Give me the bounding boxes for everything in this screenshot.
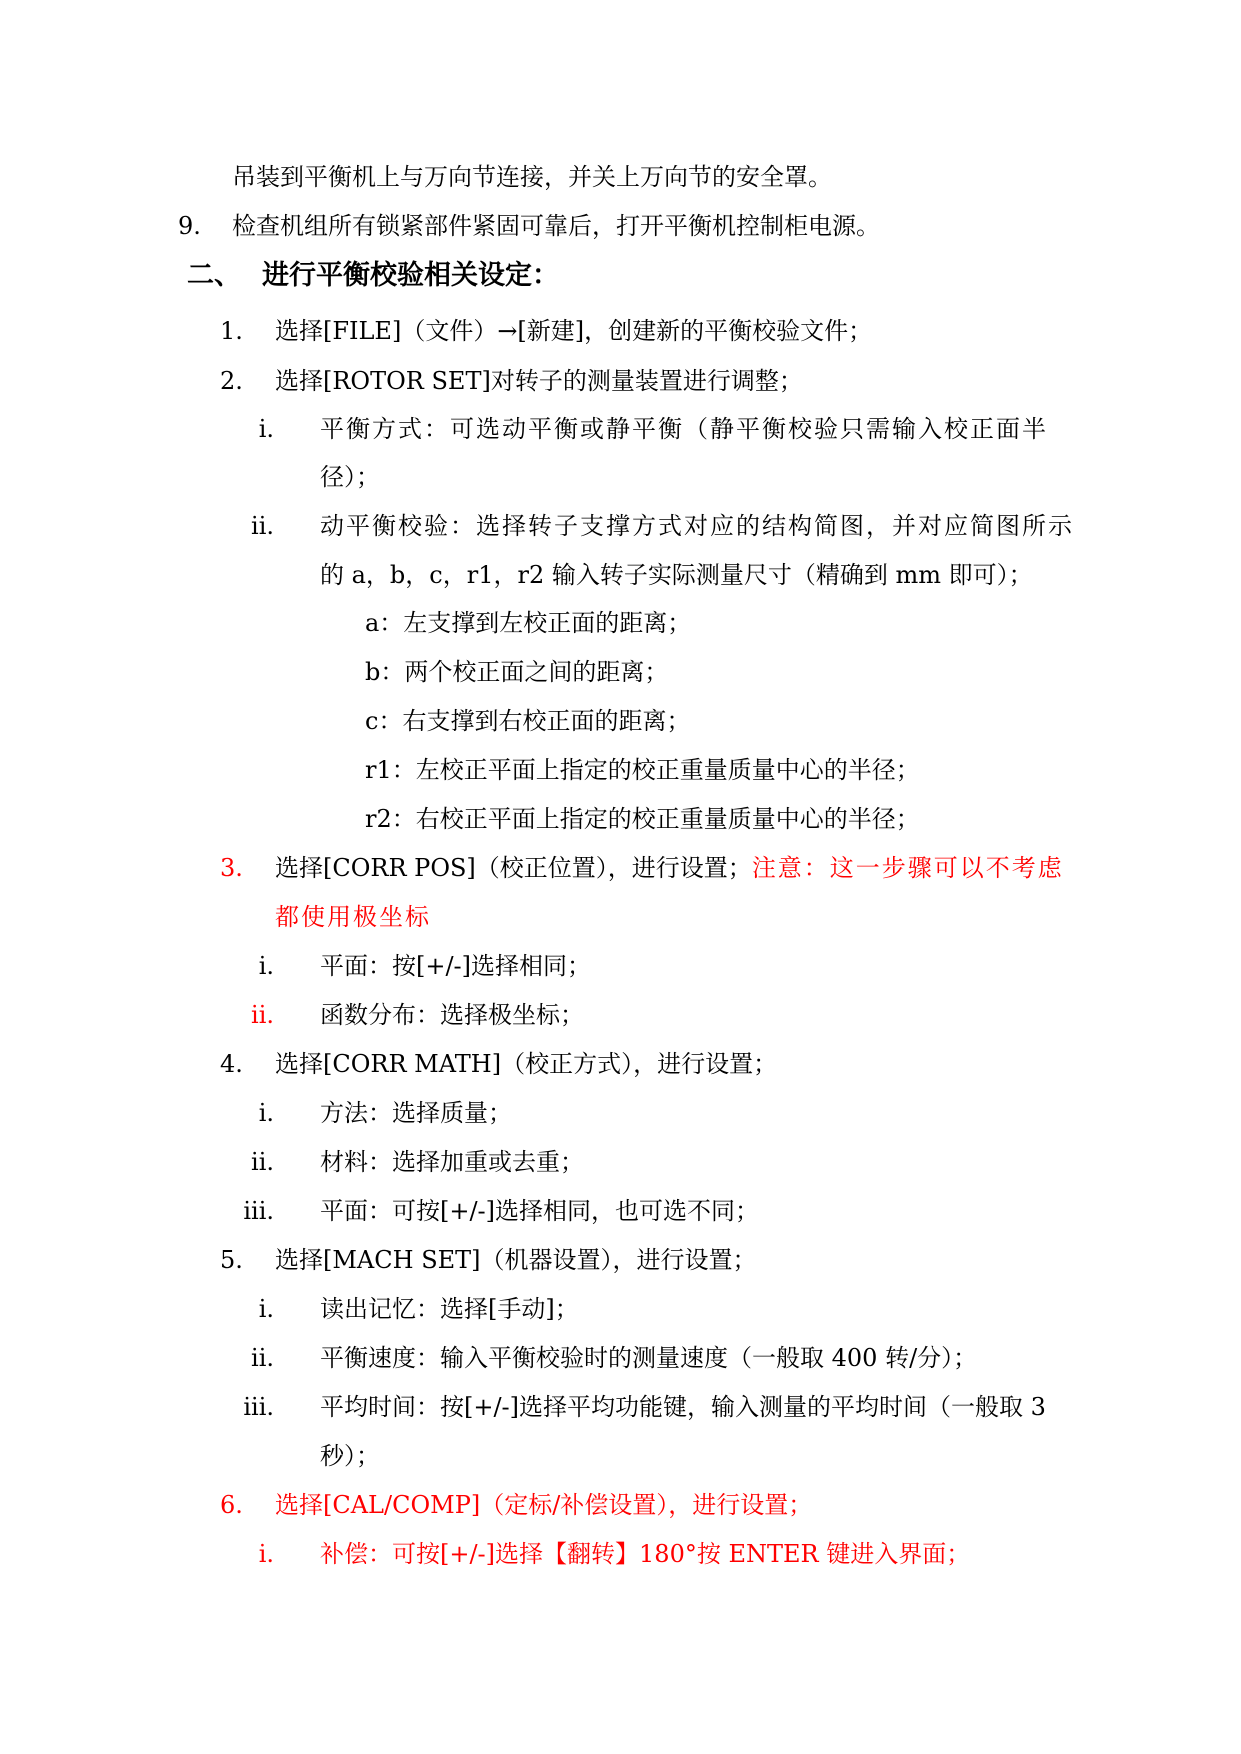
- step-2-sub-i-text-cont: 径）；: [320, 463, 380, 491]
- step-4-sub-iii-number: iii.: [243, 1197, 274, 1225]
- step-2-sub-ii-text-cont: 的 a，b，c，r1，r2 输入转子实际测量尺寸（精确到 mm 即可）；: [320, 561, 1033, 589]
- param-c: c：右支撑到右校正面的距离；: [365, 707, 691, 735]
- step-1-text: 选择[FILE]（文件）→[新建]，创建新的平衡校验文件；: [275, 317, 873, 345]
- step-4-sub-ii-number: ii.: [251, 1148, 274, 1176]
- step-4-sub-i-number: i.: [258, 1099, 274, 1127]
- step-5-sub-i-text: 读出记忆：选择[手动]；: [320, 1295, 579, 1323]
- step-5-sub-ii-text: 平衡速度：输入平衡校验时的测量速度（一般取 400 转/分）；: [320, 1344, 978, 1372]
- step-5-sub-iii-text-cont: 秒）；: [320, 1442, 380, 1470]
- param-r1: r1：左校正平面上指定的校正重量质量中心的半径；: [365, 756, 920, 784]
- param-r2: r2：右校正平面上指定的校正重量质量中心的半径；: [365, 805, 920, 833]
- step-4-sub-i-text: 方法：选择质量；: [320, 1099, 512, 1127]
- step-5-number: 5.: [220, 1246, 243, 1274]
- step-2-sub-ii-text: 动平衡校验：选择转子支撑方式对应的结构简图，并对应简图所示: [320, 512, 1074, 540]
- step-3-sub-i-text: 平面：按[+/-]选择相同；: [320, 952, 592, 980]
- step-3-number: 3.: [220, 854, 243, 882]
- step-4-sub-ii-text: 材料：选择加重或去重；: [320, 1148, 584, 1176]
- step-2-text: 选择[ROTOR SET]对转子的测量装置进行调整；: [275, 367, 803, 395]
- param-a: a：左支撑到左校正面的距离；: [365, 609, 692, 637]
- step-6-sub-i-text: 补偿：可按[+/-]选择【翻转】180°按 ENTER 键进入界面；: [320, 1540, 971, 1568]
- step-5-text: 选择[MACH SET]（机器设置），进行设置；: [275, 1246, 757, 1274]
- step-5-sub-i-number: i.: [258, 1295, 274, 1323]
- step-5-sub-iii-number: iii.: [243, 1393, 274, 1421]
- section-2-title: 进行平衡校验相关设定：: [262, 260, 559, 291]
- step-3-note-cont: 都使用极坐标: [275, 903, 431, 931]
- step-2-sub-i-number: i.: [258, 415, 274, 443]
- step-4-text: 选择[CORR MATH]（校正方式），进行设置；: [275, 1050, 778, 1078]
- item-9-number: 9.: [178, 212, 201, 240]
- step-1-number: 1.: [220, 317, 243, 345]
- step-3-note: 注意：这一步骤可以不考虑: [751, 854, 1064, 882]
- step-3-sub-ii-number: ii.: [251, 1001, 274, 1029]
- step-6-sub-i-number: i.: [258, 1540, 274, 1568]
- step-4-sub-iii-text: 平面：可按[+/-]选择相同，也可选不同；: [320, 1197, 760, 1225]
- step-2-number: 2.: [220, 367, 243, 395]
- step-2-sub-i-text: 平衡方式：可选动平衡或静平衡（静平衡校验只需输入校正面半: [320, 415, 1048, 443]
- step-3-text: [275, 853, 1064, 883]
- step-4-number: 4.: [220, 1050, 243, 1078]
- step-5-sub-ii-number: ii.: [251, 1344, 274, 1372]
- step-5-sub-iii-text: 平均时间：按[+/-]选择平均功能键，输入测量的平均时间（一般取 3: [320, 1393, 1046, 1421]
- param-b: b：两个校正面之间的距离；: [365, 658, 669, 686]
- step-2-sub-ii-number: ii.: [251, 512, 274, 540]
- step-3-main: 选择[CORR POS]（校正位置），进行设置；: [275, 854, 752, 882]
- item-9-text: 检查机组所有锁紧部件紧固可靠后，打开平衡机控制柜电源。: [232, 212, 880, 240]
- continuation-line: 吊装到平衡机上与万向节连接，并关上万向节的安全罩。: [232, 163, 832, 191]
- section-2-number: 二、: [187, 260, 241, 291]
- step-3-sub-i-number: i.: [258, 952, 274, 980]
- step-6-number: 6.: [220, 1491, 243, 1519]
- step-3-sub-ii-text: 函数分布：选择极坐标；: [320, 1001, 584, 1029]
- step-6-text: 选择[CAL/COMP]（定标/补偿设置），进行设置；: [275, 1491, 813, 1519]
